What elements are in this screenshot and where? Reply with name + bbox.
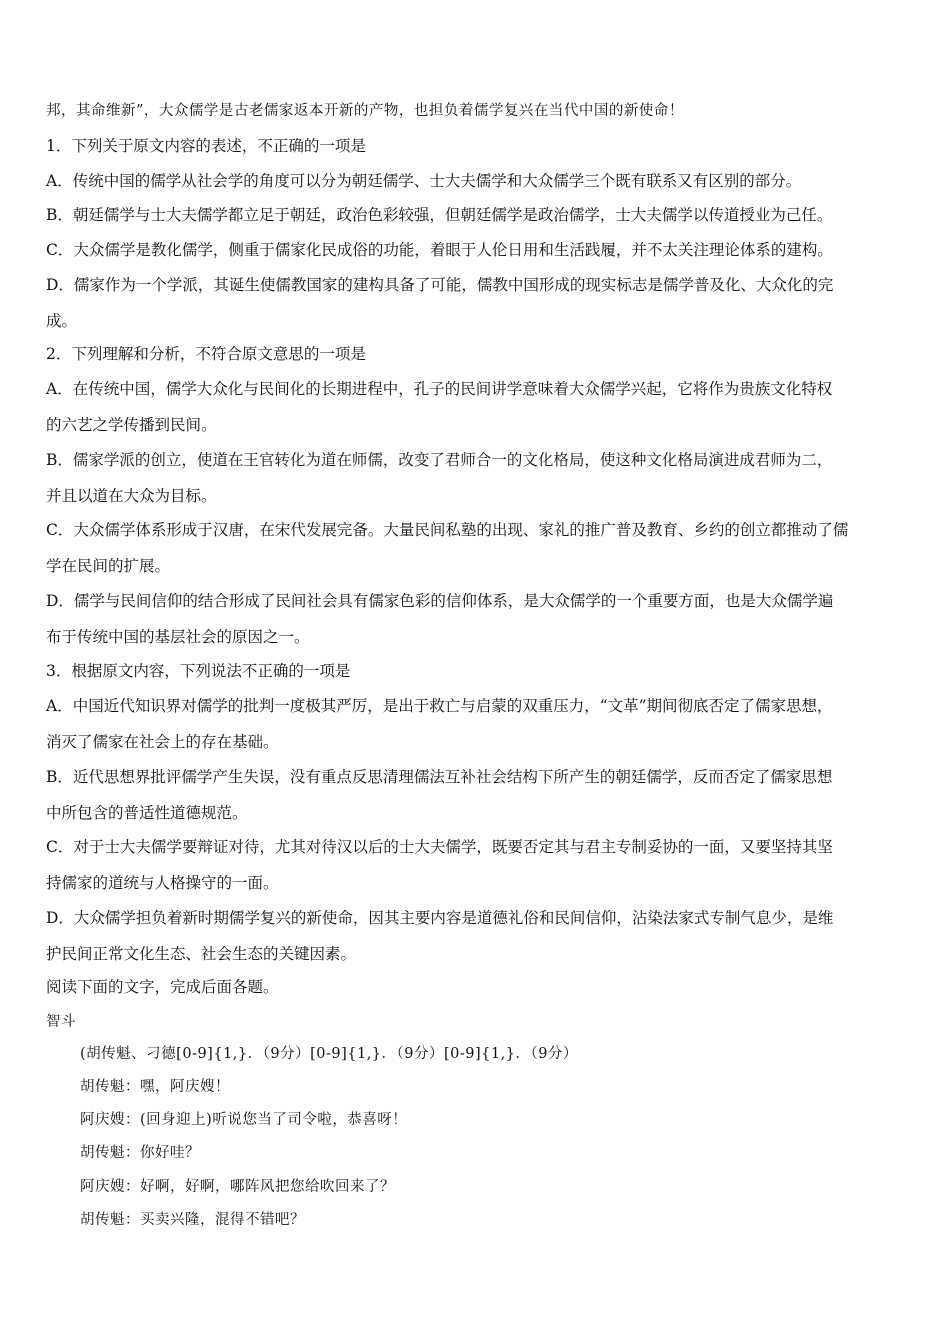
question-2-option-a-cont: 的六艺之学传播到民间。 [46,416,217,434]
stage-direction: (胡传魁、刁德[0-9]{1,}．（9分）[0-9]{1,}．（9分）[0-9]{1,}．（9分） [80,1046,578,1062]
dialogue-line: 阿庆嫂：好啊，好啊，哪阵风把您给吹回来了？ [80,1179,395,1195]
question-1-option-a: A．传统中国的儒学从社会学的角度可以分为朝廷儒学、士大夫儒学和大众儒学三个既有联系又有区别的部分。 [46,172,802,190]
question-2-option-b: B．儒家学派的创立，使道在王官转化为道在师儒，改变了君师合一的文化格局，使这种文化格局演进成君师为二， [46,451,833,469]
dialogue-line: 胡传魁：你好哇？ [80,1145,200,1161]
question-1-option-c: C．大众儒学是教化儒学，侧重于儒家化民成俗的功能，着眼于人伦日用和生活践履，并不太关注理论体系的建构。 [46,241,833,259]
question-3-option-a-cont: 消灭了儒家在社会上的存在基础。 [46,733,279,751]
question-2-option-d-cont: 布于传统中国的基层社会的原因之一。 [46,628,310,646]
question-3-option-d: D．大众儒学担负着新时期儒学复兴的新使命，因其主要内容是道德礼俗和民间信仰，沾染法家式专制气息少，是维 [46,909,834,927]
reading-instruction: 阅读下面的文字，完成后面各题。 [46,978,279,996]
question-2-option-b-cont: 并且以道在大众为目标。 [46,487,217,505]
question-2-option-d: D．儒学与民间信仰的结合形成了民间社会具有儒家色彩的信仰体系，是大众儒学的一个重要方面，也是大众儒学遍 [46,592,834,610]
dialogue-line: 胡传魁：嘿，阿庆嫂！ [80,1079,230,1095]
section-title: 智斗 [46,1014,76,1030]
question-3-option-a: A．中国近代知识界对儒学的批判一度极其严厉，是出于救亡与启蒙的双重压力，“文革”期间彻底否定了儒家思想， [46,697,833,715]
dialogue-line: 胡传魁：买卖兴隆，混得不错吧？ [80,1212,305,1228]
question-3-option-d-cont: 护民间正常文化生态、社会生态的关键因素。 [46,945,357,963]
question-3-option-c-cont: 持儒家的道统与人格操守的一面。 [46,874,279,892]
question-2-option-a: A．在传统中国，儒学大众化与民间化的长期进程中，孔子的民间讲学意味着大众儒学兴起，它将作为贵族文化特权 [46,380,833,398]
question-3-stem: 3．根据原文内容，下列说法不正确的一项是 [46,662,351,680]
question-2-stem: 2．下列理解和分析，不符合原文意思的一项是 [46,345,366,363]
question-1-option-b: B．朝廷儒学与士大夫儒学都立足于朝廷，政治色彩较强，但朝廷儒学是政治儒学，士大夫儒学以传道授业为己任。 [46,206,833,224]
question-1-option-d: D．儒家作为一个学派，其诞生使儒教国家的建构具备了可能，儒教中国形成的现实标志是儒学普及化、大众化的完 [46,276,834,294]
text-line: 邦，其命维新”，大众儒学是古老儒家返本开新的产物，也担负着儒学复兴在当代中国的新使命！ [46,103,684,119]
question-3-option-b: B．近代思想界批评儒学产生失误，没有重点反思清理儒法互补社会结构下所产生的朝廷儒学，反而否定了儒家思想 [46,768,833,786]
question-2-option-c: C．大众儒学体系形成于汉唐，在宋代发展完备。大量民间私塾的出现、家礼的推广普及教育、乡约的创立都推动了儒 [46,521,849,539]
question-1-stem: 1．下列关于原文内容的表述，不正确的一项是 [46,137,366,155]
dialogue-line: 阿庆嫂：(回身迎上)听说您当了司令啦，恭喜呀！ [80,1112,408,1128]
question-2-option-c-cont: 学在民间的扩展。 [46,557,171,575]
question-1-option-d-cont: 成。 [46,312,78,330]
question-3-option-c: C．对于士大夫儒学要辩证对待，尤其对待汉以后的士大夫儒学，既要否定其与君主专制妥协的一面，又要坚持其坚 [46,838,833,856]
question-3-option-b-cont: 中所包含的普适性道德规范。 [46,804,248,822]
